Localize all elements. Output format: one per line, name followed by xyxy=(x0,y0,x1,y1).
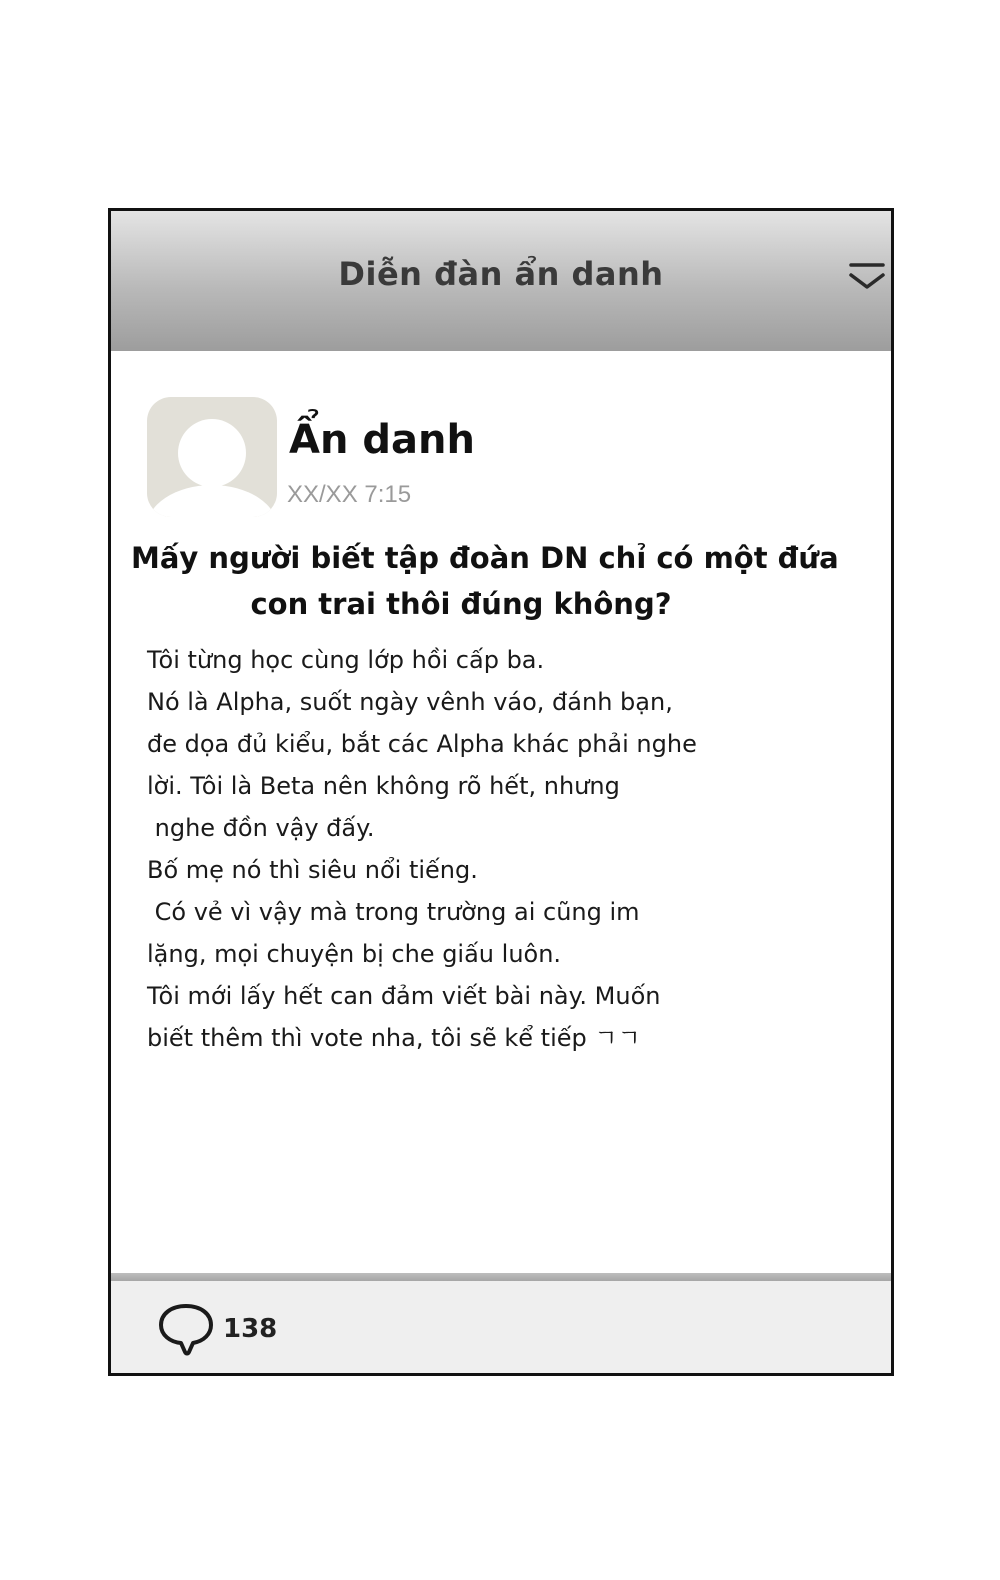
post-body-line: Bố mẹ nó thì siêu nổi tiếng. xyxy=(147,856,478,884)
chevron-down-icon[interactable] xyxy=(847,261,887,295)
app-header xyxy=(111,211,891,351)
user-avatar-placeholder-icon xyxy=(147,397,277,517)
post-body xyxy=(147,639,787,1059)
post-body-line: nghe đồn vậy đấy. xyxy=(147,814,375,842)
avatar[interactable] xyxy=(147,397,277,517)
post-body-line: lời. Tôi là Beta nên không rõ hết, nhưng xyxy=(147,772,620,800)
post-body-line: đe dọa đủ kiểu, bắt các Alpha khác phải nghe xyxy=(147,730,697,758)
post-title-line: Mấy người biết tập đoàn DN chỉ có một đứa xyxy=(131,541,839,575)
post-content xyxy=(111,351,891,1273)
header-title: Diễn đàn ẩn danh xyxy=(338,255,664,293)
post-body-line: biết thêm thì vote nha, tôi sẽ kể tiếp ㄱㄱ xyxy=(147,1024,641,1052)
comment-button[interactable] xyxy=(157,1301,277,1357)
post-body-line: Tôi mới lấy hết can đảm viết bài này. Muốn xyxy=(147,982,661,1010)
author-name: Ẩn danh xyxy=(289,417,475,463)
post-body-line: lặng, mọi chuyện bị che giấu luôn. xyxy=(147,940,562,968)
footer-divider xyxy=(111,1273,891,1281)
forum-app-window xyxy=(108,208,894,1376)
post-body-line: Tôi từng học cùng lớp hồi cấp ba. xyxy=(147,646,545,674)
post-footer xyxy=(111,1281,891,1373)
post-body-line: Nó là Alpha, suốt ngày vênh váo, đánh bạn, xyxy=(147,688,673,716)
comment-count: 138 xyxy=(223,1314,278,1344)
post-timestamp: XX/XX 7:15 xyxy=(287,481,412,508)
post-title-line: con trai thôi đúng không? xyxy=(250,587,672,621)
post-body-line: Có vẻ vì vậy mà trong trường ai cũng im xyxy=(147,898,640,926)
speech-bubble-icon xyxy=(157,1302,215,1356)
post-title xyxy=(131,535,839,627)
